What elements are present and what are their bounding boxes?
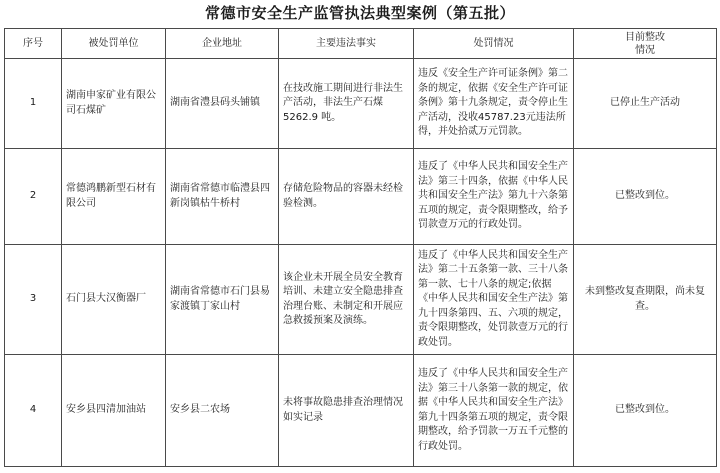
row-address: 湖南省澧县码头铺镇 [166, 59, 279, 149]
row-address: 安乡县二农场 [166, 355, 279, 467]
row-unit: 安乡县四清加油站 [62, 355, 166, 467]
header-penalty: 处罚情况 [414, 29, 574, 59]
row-no: 2 [5, 149, 62, 245]
cases-table [4, 28, 717, 467]
page-title: 常德市安全生产监管执法典型案例（第五批） [204, 4, 515, 22]
table-row [5, 149, 717, 245]
row-no: 4 [5, 355, 62, 467]
header-no: 序号 [5, 29, 62, 59]
table-row [5, 59, 717, 149]
row-facts: 该企业未开展全员安全教育培训、未建立安全隐患排查治理台账、未制定和开展应急救援预案及演练。 [279, 245, 414, 355]
row-unit: 常德鸿鹏新型石材有限公司 [62, 149, 166, 245]
row-status: 已整改到位。 [574, 355, 717, 467]
row-address: 湖南省常德市临澧县四新岗镇枯牛桥村 [166, 149, 279, 245]
header-facts: 主要违法事实 [279, 29, 414, 59]
header-address: 企业地址 [166, 29, 279, 59]
row-facts: 存储危险物品的容器未经检验检测。 [279, 149, 414, 245]
row-facts: 未将事故隐患排查治理情况如实记录 [279, 355, 414, 467]
row-status: 未到整改复查期限，尚未复查。 [574, 245, 717, 355]
row-penalty: 违反了《中华人民共和国安全生产法》第三十八条第一款的规定，依据《中华人民共和国安全生产法》第九十四条第五项的规定，责令限期整改，给予罚款一万五千元整的行政处罚。 [414, 355, 574, 467]
header-status: 目前整改 情况 [574, 29, 717, 59]
row-no: 3 [5, 245, 62, 355]
row-unit: 湖南申家矿业有限公司石煤矿 [62, 59, 166, 149]
table-row [5, 355, 717, 467]
row-address: 湖南省常德市石门县易家渡镇丁家山村 [166, 245, 279, 355]
row-penalty: 违反了《中华人民共和国安全生产法》第二十五条第一款、三十八条第一款、七十八条的规定;依据《中华人民共和国安全生产法》第九十四条第四、五、六项的规定，责令限期整改，处罚款壹万元的行政处罚。 [414, 245, 574, 355]
row-unit: 石门县大汉衡器厂 [62, 245, 166, 355]
row-penalty: 违反《安全生产许可证条例》第二条的规定，依据《安全生产许可证条例》第十九条规定，责令停止生产活动，没收45787.23元违法所得，并处拾贰万元罚款。 [414, 59, 574, 149]
table-row [5, 245, 717, 355]
row-status: 已整改到位。 [574, 149, 717, 245]
row-status: 已停止生产活动 [574, 59, 717, 149]
row-penalty: 违反了《中华人民共和国安全生产法》第三十四条，依据《中华人民共和国安全生产法》第九十六条第五项的规定，责令限期整改，给予罚款壹万元的行政处罚。 [414, 149, 574, 245]
row-no: 1 [5, 59, 62, 149]
row-facts: 在技改施工期间进行非法生产活动，非法生产石煤5262.9 吨。 [279, 59, 414, 149]
header-unit: 被处罚单位 [62, 29, 166, 59]
header-row [5, 29, 717, 59]
